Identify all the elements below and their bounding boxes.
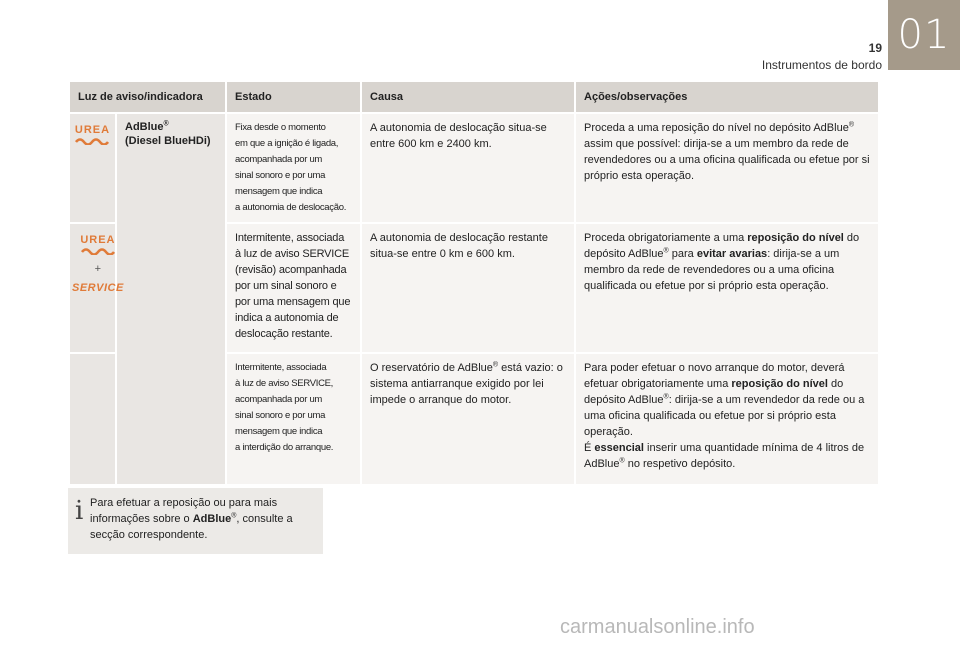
action-cell xyxy=(576,114,878,222)
state-line: em que a ignição é ligada, xyxy=(235,138,339,149)
state-line: mensagem que indica xyxy=(235,426,323,437)
cause-text: está vazio: o sistema antiarranque exigido por lei impede o arranque do motor. xyxy=(370,362,563,406)
action-emphasis: essencial xyxy=(594,442,644,454)
action-emphasis: evitar avarias xyxy=(696,248,768,260)
light-name-cell xyxy=(117,114,225,484)
state-line: Intermitente, associada xyxy=(235,362,327,373)
action-text: para xyxy=(668,248,697,260)
action-text: Proceda obrigatoriamente a uma xyxy=(584,232,748,244)
urea-label: UREA xyxy=(74,124,111,136)
plus-sign: + xyxy=(94,263,102,275)
state-line: à luz de aviso SERVICE, xyxy=(235,378,334,389)
header-actions: Ações/observações xyxy=(576,82,878,112)
urea-label: UREA xyxy=(80,234,116,246)
wave-icon xyxy=(75,137,109,145)
state-line: deslocação restante. xyxy=(235,328,333,340)
registered-mark: ® xyxy=(663,393,669,401)
action-cell xyxy=(576,224,878,352)
state-line: a autonomia de deslocação. xyxy=(235,202,347,213)
registered-mark: ® xyxy=(163,120,169,128)
registered-mark: ® xyxy=(848,121,854,129)
state-line: a interdição do arranque. xyxy=(235,442,334,453)
state-line: Intermitente, associada xyxy=(235,232,345,244)
action-text: : dirija-se a um membro da rede de revendedores ou a uma oficina qualificada ou efetue por si próprio esta operação. xyxy=(584,248,840,292)
cause-text: O reservatório de AdBlue xyxy=(370,362,493,374)
action-text: do depósito AdBlue xyxy=(584,378,844,406)
wave-icon xyxy=(81,247,115,255)
urea-service-warning-icon xyxy=(72,234,124,296)
state-line: indica a autonomia de xyxy=(235,312,339,324)
action-text: inserir uma quantidade mínima de 4 litros de AdBlue xyxy=(584,442,865,470)
state-line: Fixa desde o momento xyxy=(235,122,326,133)
state-line: (revisão) acompanhada xyxy=(235,264,347,276)
table-header-row xyxy=(70,82,878,112)
state-cell xyxy=(227,114,360,222)
service-label: SERVICE xyxy=(72,282,124,294)
chapter-tab: 01 xyxy=(888,0,960,70)
info-text-part: Para efetuar a reposição ou para mais informações sobre o xyxy=(90,497,278,525)
table-row xyxy=(70,114,878,222)
action-text: no respetivo depósito. xyxy=(624,458,736,470)
action-text: Para poder efetuar o novo arranque do motor, deverá efetuar obrigatoriamente uma xyxy=(584,362,845,390)
action-emphasis: reposição do nível xyxy=(747,232,844,244)
state-line: por uma mensagem que xyxy=(235,296,351,308)
registered-mark: ® xyxy=(231,512,237,520)
action-text: assim que possível: dirija-se a um membro da rede de revendedores ou a uma oficina qualificada ou efetue por si próprio esta operação. xyxy=(584,138,870,182)
header-warning-light: Luz de aviso/indicadora xyxy=(70,82,225,112)
header-state: Estado xyxy=(227,82,360,112)
info-text xyxy=(90,495,311,543)
state-line: acompanhada por um xyxy=(235,394,323,405)
cause-cell: A autonomia de deslocação situa-se entre 600 km e 2400 km. xyxy=(362,114,574,222)
state-line: acompanhada por um xyxy=(235,154,323,165)
state-line: sinal sonoro e por uma xyxy=(235,170,326,181)
info-text-part: , consulte a secção correspondente. xyxy=(90,513,293,541)
action-cell xyxy=(576,354,878,484)
state-line: sinal sonoro e por uma xyxy=(235,410,326,421)
action-text: : dirija-se a um revendedor da rede ou a uma oficina qualificada ou efetue por si próprio esta operação. xyxy=(584,394,865,438)
action-text: do depósito AdBlue xyxy=(584,232,860,260)
section-title: Instrumentos de bordo xyxy=(761,58,882,72)
state-line: à luz de aviso SERVICE xyxy=(235,248,350,260)
info-box xyxy=(68,488,323,554)
warning-light-cell xyxy=(70,224,124,352)
light-name-variant: (Diesel BlueHDi) xyxy=(125,135,211,147)
registered-mark: ® xyxy=(663,247,669,255)
action-emphasis: reposição do nível xyxy=(731,378,828,390)
cause-cell xyxy=(362,354,574,484)
action-text: É xyxy=(584,442,595,454)
header-cause: Causa xyxy=(362,82,574,112)
registered-mark: ® xyxy=(492,361,499,369)
registered-mark: ® xyxy=(619,457,625,465)
warning-light-cell xyxy=(70,354,115,484)
state-line: mensagem que indica xyxy=(235,186,323,197)
page-number: 19 xyxy=(868,41,882,55)
state-cell xyxy=(227,354,360,484)
action-text: Proceda a uma reposição do nível no depósito AdBlue xyxy=(584,122,849,134)
state-line: por um sinal sonoro e xyxy=(235,280,337,292)
watermark: carmanualsonline.info xyxy=(560,616,755,638)
info-emphasis: AdBlue xyxy=(192,513,232,525)
cause-cell: A autonomia de deslocação restante situa-se entre 0 km e 600 km. xyxy=(362,224,574,352)
light-name: AdBlue xyxy=(125,121,164,133)
warning-light-cell xyxy=(70,114,115,222)
urea-warning-icon xyxy=(75,124,110,145)
info-icon: i xyxy=(75,496,84,526)
state-cell xyxy=(227,224,360,352)
warning-light-table xyxy=(68,80,880,486)
